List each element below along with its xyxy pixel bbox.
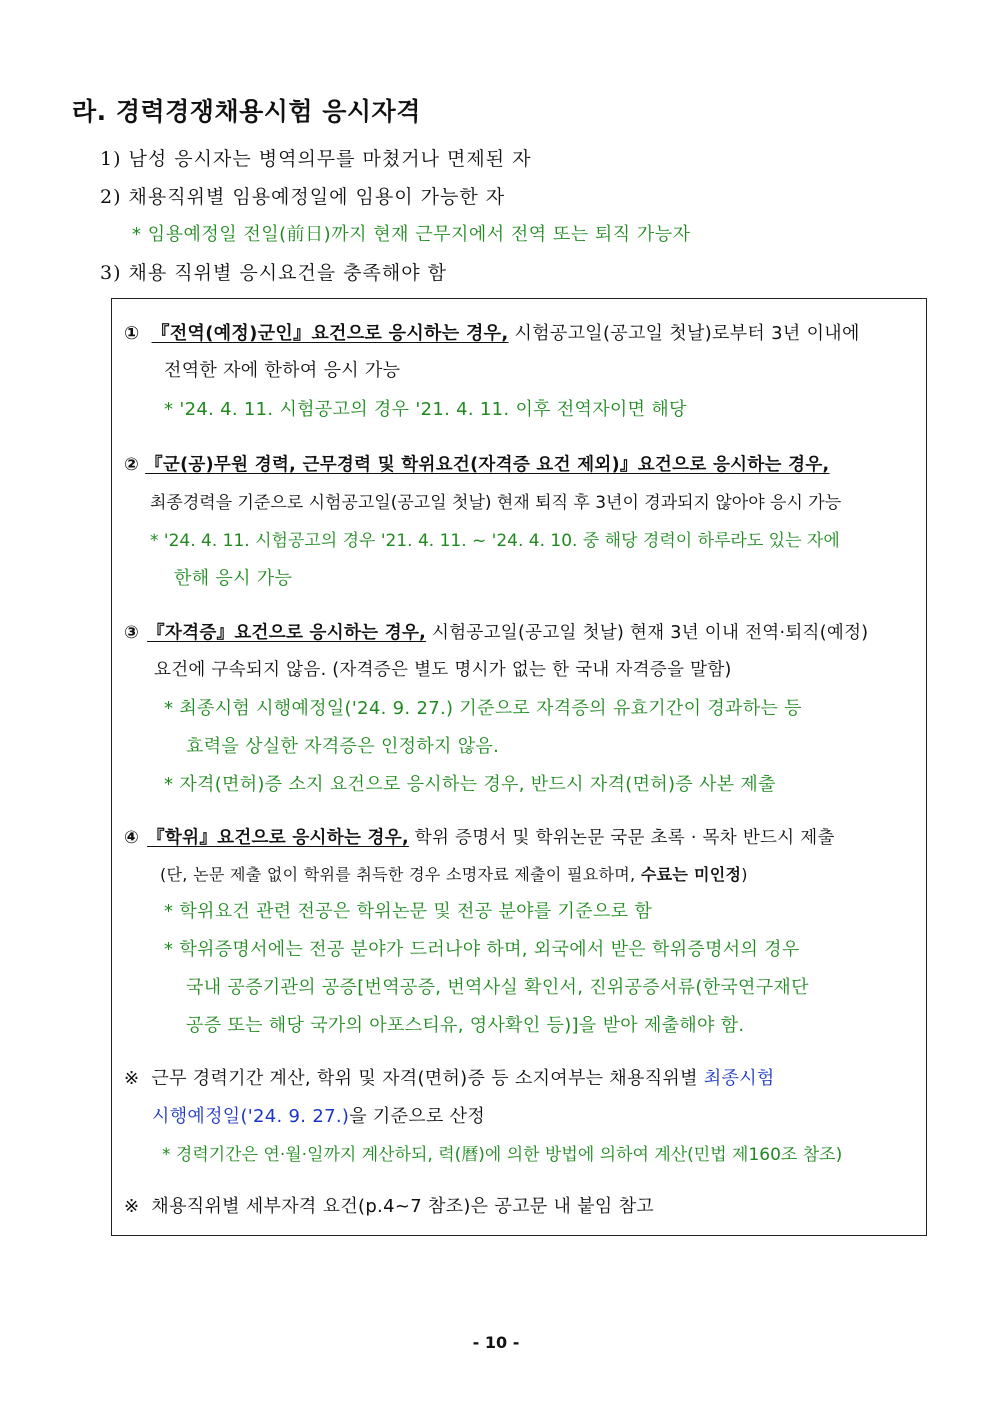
- requirement-item-3: 3) 채용 직위별 응시요건을 충족해야 함: [100, 262, 448, 284]
- section-4-note-1: * 학위요건 관련 전공은 학위논문 및 전공 분야를 기준으로 함: [164, 901, 653, 922]
- remark-2-text: 채용직위별 세부자격 요건(p.4~7 참조)은 공고문 내 붙임 참고: [151, 1196, 654, 1217]
- circled-number-1: ①: [124, 323, 140, 344]
- section-3-note-1b: 효력을 상실한 자격증은 인정하지 않음.: [186, 736, 500, 757]
- section-4-note-2a: * 학위증명서에는 전공 분야가 드러나야 하며, 외국에서 받은 학위증명서의 경우: [164, 939, 800, 960]
- section-4-note-2c: 공증 또는 해당 국가의 아포스티유, 영사확인 등)]을 받아 제출해야 함.: [186, 1015, 745, 1036]
- remark-1-date: 시행예정일('24. 9. 27.): [152, 1106, 350, 1127]
- section-1-line-1: [124, 319, 860, 345]
- section-4-paren-close: ): [741, 865, 748, 884]
- reference-mark-2: ※: [124, 1196, 140, 1217]
- section-3-line-1: [124, 619, 868, 644]
- section-3-line-2: 요건에 구속되지 않음. (자격증은 별도 명시가 없는 한 국내 자격증을 말함): [154, 660, 732, 680]
- requirements-box: [111, 298, 927, 1236]
- section-3-note-2: * 자격(면허)증 소지 요건으로 응시하는 경우, 반드시 자격(면허)증 사본 제출: [164, 774, 776, 795]
- section-3-heading: 『자격증』요건으로 응시하는 경우,: [147, 623, 427, 643]
- remark-1-text: 근무 경력기간 계산, 학위 및 자격(면허)증 등 소지여부는 채용직위별: [151, 1068, 704, 1089]
- section-4-line-1: [124, 824, 835, 849]
- section-3-text: 시험공고일(공고일 첫날) 현재 3년 이내 전역·퇴직(예정): [426, 623, 869, 643]
- section-1-heading: 『전역(예정)군인』요건으로 응시하는 경우,: [151, 323, 509, 344]
- remark-2: [124, 1192, 654, 1218]
- section-4-heading: 『학위』요건으로 응시하는 경우,: [147, 828, 409, 848]
- requirement-item-1: 1) 남성 응시자는 병역의무를 마쳤거나 면제된 자: [100, 148, 532, 170]
- requirement-item-2-note: * 임용예정일 전일(前日)까지 현재 근무지에서 전역 또는 퇴직 가능자: [132, 224, 691, 245]
- circled-number-2: ②: [124, 455, 140, 475]
- remark-1-line-1: [124, 1064, 775, 1090]
- section-1-text: 시험공고일(공고일 첫날)로부터 3년 이내에: [508, 323, 860, 344]
- circled-number-4: ④: [124, 828, 140, 848]
- page-number: - 10 -: [472, 1333, 520, 1352]
- requirement-item-2: 2) 채용직위별 임용예정일에 임용이 가능한 자: [100, 186, 506, 208]
- reference-mark-1: ※: [124, 1068, 140, 1089]
- section-1-line-2: 전역한 자에 한하여 응시 가능: [164, 360, 401, 381]
- section-4-line-2: [160, 862, 748, 885]
- section-2-note-2: 한해 응시 가능: [174, 568, 293, 589]
- remark-1-highlight: 최종시험: [703, 1068, 775, 1089]
- section-4-paren-text: (단, 논문 제출 없이 학위를 취득한 경우 소명자료 제출이 필요하며,: [160, 865, 641, 884]
- section-2-note-1: * '24. 4. 11. 시험공고의 경우 '21. 4. 11. ~ '24. 4. 10. 중 해당 경력이 하루라도 있는 자에: [150, 531, 840, 551]
- section-2-line-2: 최종경력을 기준으로 시험공고일(공고일 첫날) 현재 퇴직 후 3년이 경과되지 않아야 응시 가능: [150, 493, 842, 513]
- circled-number-3: ③: [124, 623, 140, 643]
- remark-1-line-2: [152, 1102, 485, 1128]
- section-title: 라. 경력경쟁채용시험 응시자격: [72, 97, 421, 126]
- remark-1-text-2: 을 기준으로 산정: [349, 1106, 486, 1127]
- section-1-note: * '24. 4. 11. 시험공고의 경우 '21. 4. 11. 이후 전역자이면 해당: [164, 399, 687, 420]
- section-2-line-1: [124, 451, 830, 476]
- section-4-note-2b: 국내 공증기관의 공증[번역공증, 번역사실 확인서, 진위공증서류(한국연구재단: [186, 977, 809, 998]
- section-2-heading: 『군(공)무원 경력, 근무경력 및 학위요건(자격증 요건 제외)』요건으로 응시하는 경우,: [145, 455, 830, 475]
- section-4-bold-note: 수료는 미인정: [640, 865, 742, 884]
- remark-1-note: * 경력기간은 연·월·일까지 계산하되, 력(曆)에 의한 방법에 의하여 계산(민법 제160조 참조): [162, 1145, 843, 1165]
- section-4-text: 학위 증명서 및 학위논문 국문 초록 · 목차 반드시 제출: [408, 828, 835, 848]
- section-3-note-1a: * 최종시험 시행예정일('24. 9. 27.) 기준으로 자격증의 유효기간이 경과하는 등: [164, 698, 802, 719]
